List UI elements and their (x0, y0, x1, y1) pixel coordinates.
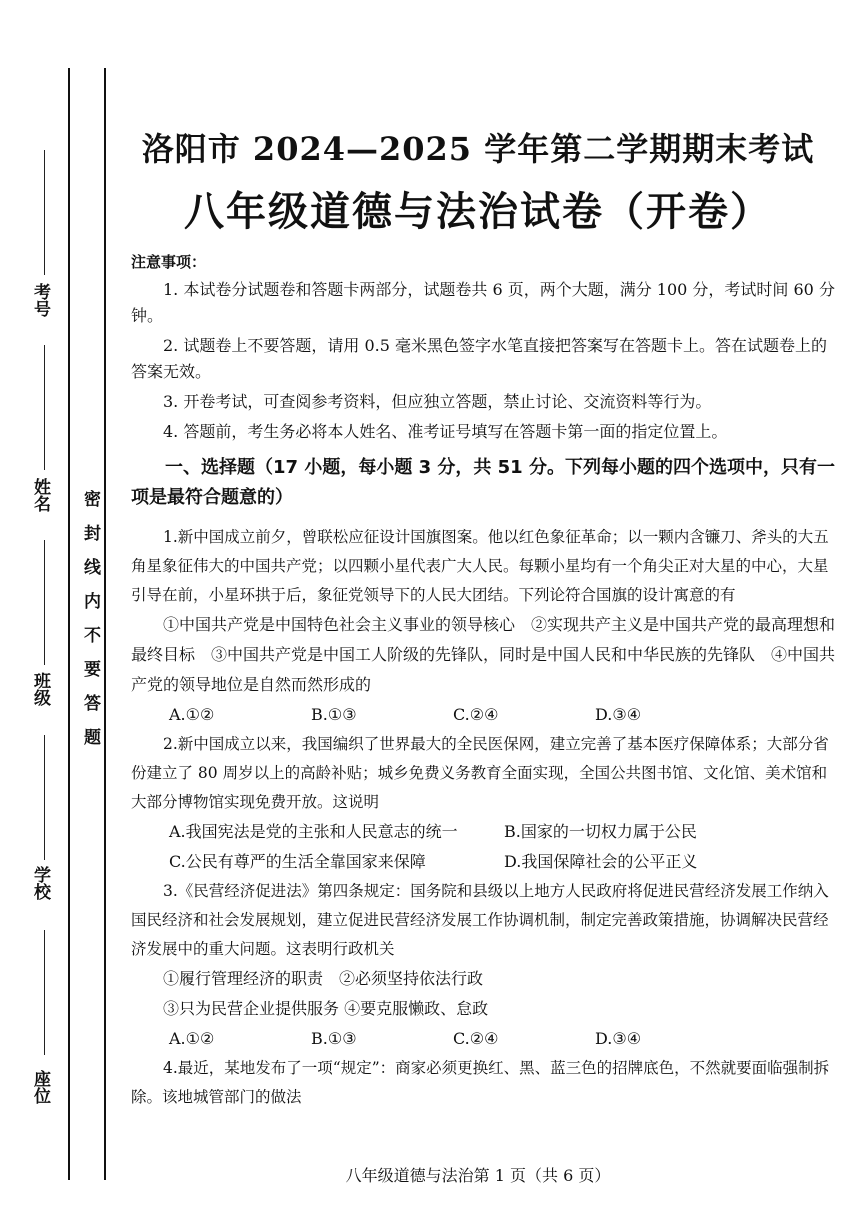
notice-item: 2. 试题卷上不要答题，请用 0.5 毫米黑色签字水笔直接把答案写在答题卡上。答在试题卷上的答案无效。 (131, 336, 827, 381)
class-blank (44, 735, 45, 860)
question-3-choices (131, 1024, 839, 1054)
notice-heading: 注意事项： (131, 253, 207, 271)
question-4-stem: 4.最近，某地发布了一项“规定”：商家必须更换红、黑、蓝三色的招牌底色，不然就要面临强制拆除。该地城管部门的做法 (131, 1059, 830, 1106)
choice-b: B.①③ (311, 1029, 357, 1048)
choice-d: D.③④ (595, 705, 642, 724)
choice-a: A.我国宪法是党的主张和人民意志的统一 (169, 822, 458, 841)
name-blank (44, 540, 45, 665)
school-label: 学校 (30, 866, 50, 900)
question-1-statements: ①中国共产党是中国特色社会主义事业的领导核心 ②实现共产主义是中国共产党的最高理想和最终目标 ③中国共产党是中国工人阶级的先锋队，同时是中国人民和中华民族的先锋队 ④中国共产党的领导地位是自然而然形成的 (131, 615, 836, 694)
paper-subtitle: 八年级道德与法治试卷（开卷） (184, 189, 772, 235)
choice-d: D.我国保障社会的公平正义 (504, 852, 698, 871)
question-2-choices-row1 (131, 817, 839, 847)
choice-b: B.国家的一切权力属于公民 (504, 822, 697, 841)
notice-block (131, 250, 839, 445)
paper-content (131, 250, 839, 1112)
choice-a: A.①② (169, 705, 215, 724)
exam-no-label: 考号 (30, 283, 50, 317)
margin-line-inner (104, 68, 106, 1180)
exam-title: 洛阳市 2024—2025 学年第二学期期末考试 (141, 130, 815, 168)
question-1-stem: 1.新中国成立前夕，曾联松应征设计国旗图案。他以红色象征革命；以一颗内含镰刀、斧头的大五角星象征伟大的中国共产党；以四颗小星代表广大人民。每颗小星均有一个角尖正对大星的中心，大星引导在前，小星环拱于后，象征党领导下的人民大团结。下列论符合国旗的设计寓意的有 (131, 528, 829, 604)
school-blank (44, 930, 45, 1055)
section-heading: 一、选择题（17 小题，每小题 3 分，共 51 分。下列每小题的四个选项中，只有一项是最符合题意的） (131, 457, 835, 508)
choice-c: C.公民有尊严的生活全靠国家来保障 (169, 852, 426, 871)
notice-item: 1. 本试卷分试题卷和答题卡两部分，试题卷共 6 页，两个大题，满分 100 分，考试时间 60 分钟。 (131, 280, 835, 325)
margin-line-outer (68, 68, 70, 1180)
choice-c: C.②④ (453, 705, 499, 724)
name-label: 姓名 (30, 478, 50, 512)
choice-c: C.②④ (453, 1029, 499, 1048)
choice-b: B.①③ (311, 705, 357, 724)
question-2-choices-row2 (131, 847, 839, 877)
choice-a: A.①② (169, 1029, 215, 1048)
question-2-stem: 2.新中国成立以来，我国编织了世界最大的全民医保网，建立完善了基本医疗保障体系；大部分省份建立了 80 周岁以上的高龄补贴；城乡免费义务教育全面实现，全国公共图书馆、文化馆、美术馆和大部分博物馆实现免费开放。这说明 (131, 735, 829, 811)
question-3-stem: 3.《民营经济促进法》第四条规定：国务院和县级以上地方人民政府将促进民营经济发展工作纳入国民经济和社会发展规划，建立促进民营经济发展工作协调机制，制定完善政策措施，协调解决民营经济发展中的重大问题。这表明行政机关 (131, 882, 829, 958)
class-label: 班级 (30, 672, 50, 706)
notice-item: 4. 答题前，考生务必将本人姓名、准考证号填写在答题卡第一面的指定位置上。 (163, 422, 728, 441)
question-1-choices (131, 700, 839, 730)
question-3-statements-1: ①履行管理经济的职责 ②必须坚持依法行政 (163, 969, 484, 988)
question-3-statements-2: ③只为民营企业提供服务 ④要克服懒政、怠政 (163, 999, 489, 1018)
seal-text: 密封线内不要答题 (80, 490, 100, 762)
seat-label: 座位 (30, 1070, 50, 1104)
choice-d: D.③④ (595, 1029, 642, 1048)
page-footer: 八年级道德与法治第 1 页（共 6 页） (345, 1166, 611, 1185)
notice-item: 3. 开卷考试，可查阅参考资料，但应独立答题，禁止讨论、交流资料等行为。 (163, 392, 712, 411)
exam-no-blank (44, 150, 45, 275)
exam-no-blank-2 (44, 345, 45, 470)
